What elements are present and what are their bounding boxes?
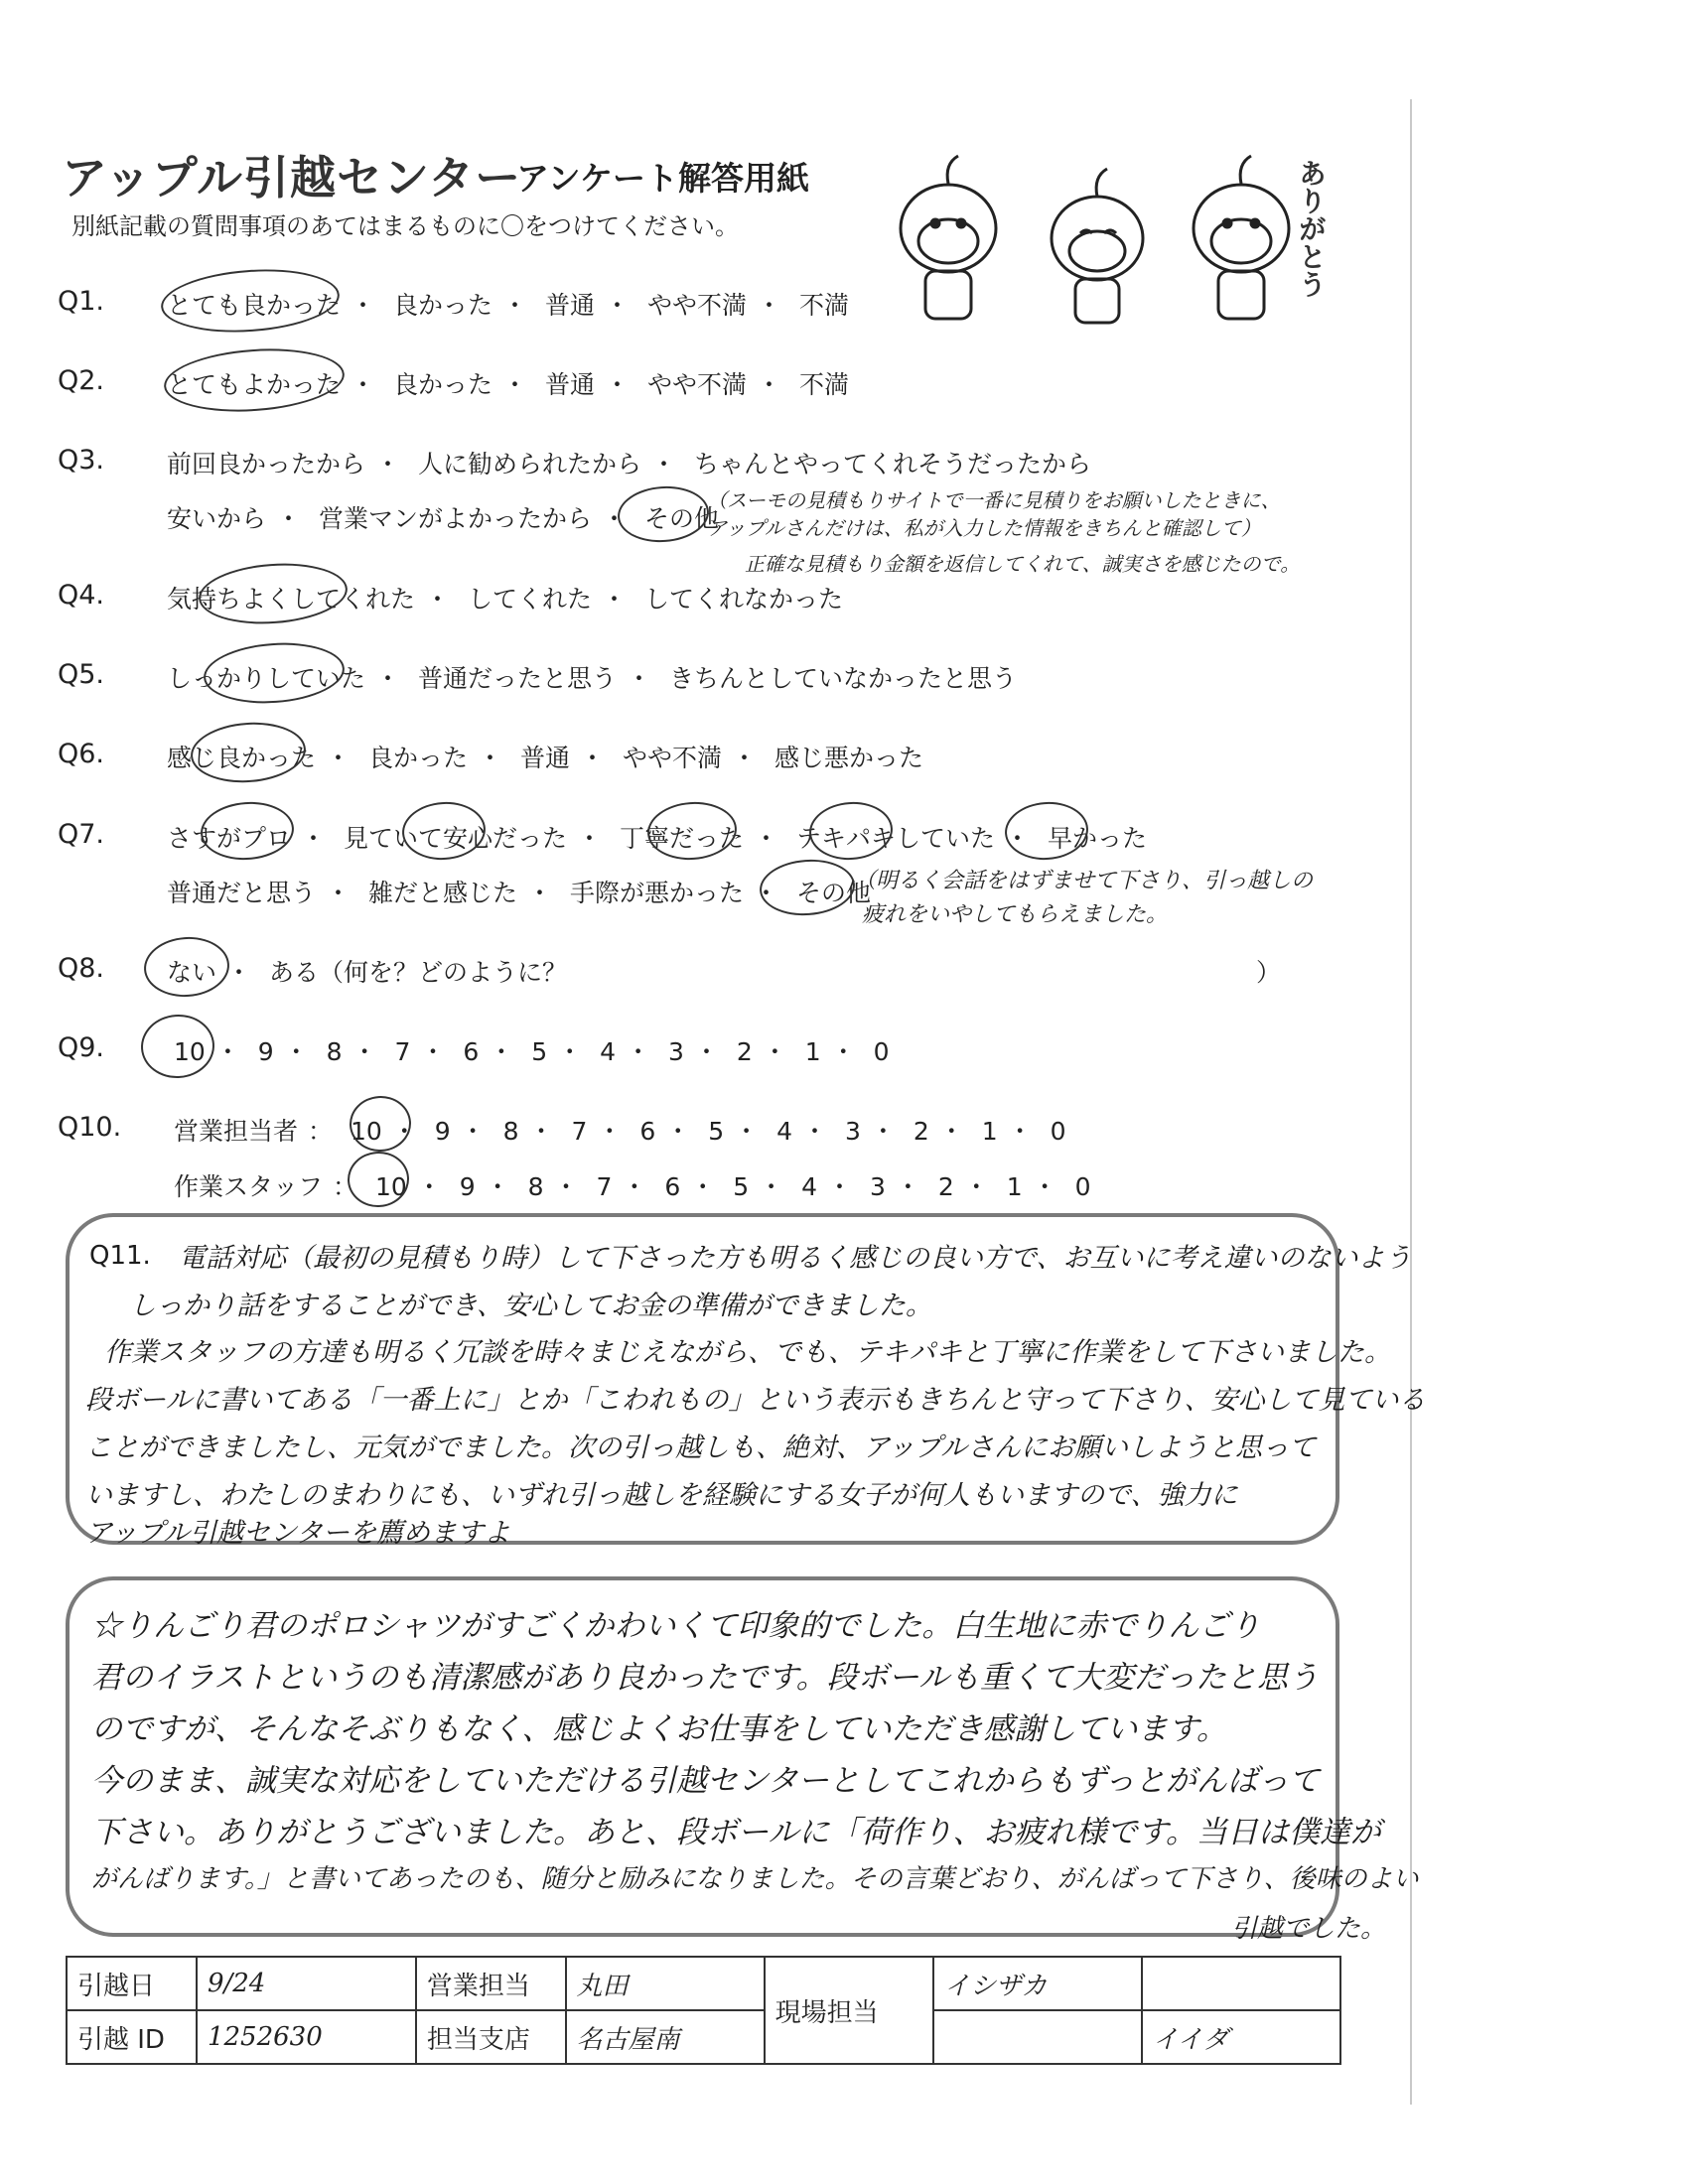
q9-score[interactable]: 4 [600, 1037, 617, 1066]
q1-answer-circle [159, 264, 342, 338]
move-date-label: 引越日 [67, 1957, 197, 2010]
extra-comment-line: 今のまま、誠実な対応をしていただける引越センターとしてこれからもずっとがんばって [91, 1763, 1320, 1799]
q1-option[interactable]: やや不満 [646, 291, 747, 320]
q10-staff-label: 作業スタッフ [174, 1172, 324, 1201]
q9-score[interactable]: 9 [257, 1037, 274, 1066]
q10-score[interactable]: 3 [870, 1172, 886, 1201]
q1-option[interactable]: 不満 [798, 291, 849, 320]
extra-comment-line: 君のイラストというのも清潔感があり良かったです。段ボールも重くて大変だったと思う [91, 1660, 1319, 1696]
q9-score[interactable]: 10 [174, 1037, 206, 1066]
q3-option[interactable]: 安いから [167, 504, 267, 533]
q10-score[interactable]: 10 [374, 1172, 407, 1201]
q3-option[interactable]: 人に勧められたから [417, 450, 641, 478]
extra-comment-line: 下さい。ありがとうございました。あと、段ボールに「荷作り、お疲れ様です。当日は僕達が [91, 1815, 1381, 1850]
q9-label: Q9. [58, 1032, 105, 1063]
q1-option[interactable]: 良かった [392, 291, 492, 320]
q6-label: Q6. [58, 739, 105, 769]
q8-answer-circle [142, 934, 231, 1000]
q9-score[interactable]: 0 [873, 1037, 890, 1066]
q6-options: 感じ良かった ・ 良かった ・ 普通 ・ やや不満 ・ 感じ悪かった [167, 744, 923, 772]
q3-comment-line: （スーモの見積もりサイトで一番に見積りをお願いしたときに、 [707, 488, 1281, 512]
q10-score[interactable]: 10 [350, 1117, 382, 1146]
q6-option[interactable]: 良かった [367, 744, 468, 772]
q3-option[interactable]: その他 [643, 504, 719, 533]
q7-comment-line: 疲れをいやしてもらえました。 [862, 902, 1169, 927]
q10-score[interactable]: 4 [801, 1172, 818, 1201]
q8-option-some[interactable]: ある（何を？どのように？ [268, 958, 567, 987]
q6-option[interactable]: 普通 [519, 744, 570, 772]
q10-score[interactable]: 2 [913, 1117, 929, 1146]
q2-option[interactable]: 普通 [544, 370, 595, 399]
q6-option[interactable]: 感じ良かった [167, 744, 317, 772]
q11-line: ことができましたし、元気がでました。次の引っ越しも、絶対、アップルさんにお願いしようと思って [85, 1433, 1317, 1463]
q11-line: しっかり話をすることができ、安心してお金の準備ができました。 [129, 1291, 932, 1321]
extra-comment-line: ☆りんごり君のポロシャツがすごくかわいくて印象的でした。白生地に赤でりんごり [91, 1608, 1261, 1644]
q10-sales-label: 営業担当者 [174, 1117, 299, 1146]
q5-option[interactable]: きちんとしていなかったと思う [668, 664, 1017, 693]
branch-label: 担当支店 [416, 2010, 566, 2064]
q3-options-line1: 前回良かったから ・ 人に勧められたから ・ ちゃんとやってくれそうだったから [167, 450, 1091, 478]
q10-score[interactable]: 6 [664, 1172, 681, 1201]
q9-scale: 10 ・ 9 ・ 8 ・ 7 ・ 6 ・ 5 ・ 4 ・ 3 ・ 2 ・ 1 ・ 0 [174, 1037, 890, 1066]
q7-option[interactable]: さすがプロ [167, 824, 292, 853]
q3-option[interactable]: 営業マンがよかったから [318, 504, 592, 533]
q10-score[interactable]: 7 [571, 1117, 588, 1146]
move-date-value: 9/24 [197, 1957, 416, 2010]
q1-options: とても良かった ・ 良かった ・ 普通 ・ やや不満 ・ 不満 [167, 291, 849, 320]
monkey-2 [1052, 169, 1143, 323]
q11-line: いますし、わたしのまわりにも、いずれ引っ越しを経験にする女子が何人もいますので、強力に [85, 1480, 1238, 1511]
q11-line: 電話対応（最初の見積もり時）して下さった方も明るく感じの良い方で、お互いに考え違いのないよう [179, 1243, 1412, 1274]
q4-option[interactable]: してくれた [467, 585, 592, 614]
q10-sales-row: 営業担当者 ： 10 ・ 9 ・ 8 ・ 7 ・ 6 ・ 5 ・ 4 ・ 3 ・ 2 ・ 1 ・ 0 [174, 1117, 1066, 1146]
q11-line: 段ボールに書いてある「一番上に」とか「こわれもの」という表示もきちんと守って下さり、安心して見ている [85, 1385, 1426, 1416]
q10-label: Q10. [58, 1112, 122, 1143]
q8-options: ない ・ ある（何を？どのように？ [167, 958, 567, 987]
q10-score[interactable]: 1 [981, 1117, 998, 1146]
site-staff-label: 現場担当 [765, 1957, 933, 2064]
q10-score[interactable]: 1 [1006, 1172, 1023, 1201]
q7-option[interactable]: テキパキしていた [795, 824, 995, 853]
paper-edge [1410, 99, 1412, 2105]
q3-answer-circle [616, 483, 711, 545]
q5-option[interactable]: しっかりしていた [167, 664, 366, 693]
q10-score[interactable]: 8 [527, 1172, 544, 1201]
move-info-table [66, 1956, 1341, 2065]
q6-option[interactable]: 感じ悪かった [774, 744, 923, 772]
q10-score[interactable]: 0 [1050, 1117, 1066, 1146]
q5-options: しっかりしていた ・ 普通だったと思う ・ きちんとしていなかったと思う [167, 664, 1017, 693]
q2-option[interactable]: 不満 [798, 370, 849, 399]
branch-value: 名古屋南 [566, 2010, 765, 2064]
q7-options-line2: 普通だと思う ・ 雑だと感じた ・ 手際が悪かった ・ その他 [167, 879, 871, 907]
site-staff-2: イイダ [1142, 2010, 1340, 2064]
q1-option[interactable]: とても良かった [167, 291, 342, 320]
q10-score[interactable]: 4 [776, 1117, 793, 1146]
q7-option[interactable]: 早かった [1047, 824, 1147, 853]
monkey-1 [901, 156, 996, 319]
q9-score[interactable]: 5 [531, 1037, 548, 1066]
q7-option[interactable]: 雑だと感じた [367, 879, 517, 907]
q6-answer-circle [189, 719, 308, 786]
monkey-3 [1194, 156, 1289, 319]
q9-score[interactable]: 1 [804, 1037, 821, 1066]
q9-score[interactable]: 6 [463, 1037, 480, 1066]
q4-option[interactable]: してくれなかった [643, 585, 843, 614]
instruction-text: 別紙記載の質問事項のあてはまるものに〇をつけてください。 [71, 212, 739, 240]
q9-score[interactable]: 2 [736, 1037, 753, 1066]
q9-score[interactable]: 7 [394, 1037, 411, 1066]
q2-option[interactable]: とてもよかった [167, 370, 342, 399]
q7-option[interactable]: 丁寧だった [619, 824, 744, 853]
q10-score[interactable]: 2 [937, 1172, 954, 1201]
q11-line: アップル引越センターを薦めますよ [85, 1518, 510, 1549]
q3-label: Q3. [58, 445, 105, 476]
q2-option[interactable]: やや不満 [646, 370, 747, 399]
q4-label: Q4. [58, 580, 105, 611]
q7-option[interactable]: その他 [795, 879, 871, 907]
site-staff-empty-1 [1142, 1957, 1340, 2010]
q4-options: 気持ちよくしてくれた ・ してくれた ・ してくれなかった [167, 585, 843, 614]
q5-label: Q5. [58, 659, 105, 690]
q10-staff-row: 作業スタッフ ： 10 ・ 9 ・ 8 ・ 7 ・ 6 ・ 5 ・ 4 ・ 3 ・ 2 ・ 1 ・ 0 [174, 1172, 1091, 1201]
mascot-caption: ありがとう [1295, 159, 1328, 298]
q3-comment-line: アップルさんだけは、私が入力した情報をきちんと確認して） [707, 516, 1261, 540]
form-title: アンケート解答用紙 [516, 159, 810, 198]
q7-options-line1: さすがプロ ・ 見ていて安心だった ・ 丁寧だった ・ テキパキしていた ・ 早かった [167, 824, 1147, 853]
q10-score[interactable]: 8 [502, 1117, 519, 1146]
q10-score[interactable]: 6 [639, 1117, 656, 1146]
q3-option[interactable]: ちゃんとやってくれそうだったから [693, 450, 1091, 478]
q7-label: Q7. [58, 819, 105, 850]
q10-score[interactable]: 0 [1074, 1172, 1091, 1201]
move-id-label: 引越 ID [67, 2010, 197, 2064]
move-id-value: 1252630 [197, 2010, 416, 2064]
site-staff-empty-2 [933, 2010, 1142, 2064]
q3-comment-line: 正確な見積もり金額を返信してくれて、誠実さを感じたので。 [745, 552, 1301, 576]
q4-option[interactable]: 気持ちよくしてくれた [167, 585, 416, 614]
q5-answer-circle [202, 638, 347, 708]
q7-option[interactable]: 普通だと思う [167, 879, 317, 907]
q3-option[interactable]: 前回良かったから [167, 450, 366, 478]
q3-options-line2: 安いから ・ 営業マンがよかったから ・ その他 [167, 504, 719, 533]
q5-option[interactable]: 普通だったと思う [417, 664, 617, 693]
q10-score[interactable]: 5 [708, 1117, 725, 1146]
q11-label: Q11. [89, 1241, 151, 1271]
q2-answer-circle [162, 343, 347, 418]
sales-label: 営業担当 [416, 1957, 566, 2010]
q4-answer-circle [197, 559, 350, 628]
q8-option-none[interactable]: ない [167, 958, 217, 987]
q10-score[interactable]: 9 [459, 1172, 476, 1201]
q1-option[interactable]: 普通 [544, 291, 595, 320]
q8-close-paren: ） [1256, 958, 1282, 987]
q8-label: Q8. [58, 953, 105, 984]
q2-label: Q2. [58, 365, 105, 396]
q2-option[interactable]: 良かった [392, 370, 492, 399]
q9-score[interactable]: 8 [326, 1037, 343, 1066]
q10-score[interactable]: 9 [434, 1117, 451, 1146]
q9-answer-circle [139, 1012, 216, 1080]
q6-option[interactable]: やや不満 [622, 744, 722, 772]
company-title: アップル引越センター [62, 151, 522, 205]
site-staff-1: イシザカ [933, 1957, 1142, 2010]
q10-score[interactable]: 3 [845, 1117, 861, 1146]
mascot-monkeys-illustration [874, 144, 1340, 333]
q7-comment-line: （明るく会話をはずませて下さり、引っ越しの [854, 869, 1314, 893]
q10-score[interactable]: 7 [596, 1172, 613, 1201]
extra-comment-line: 引越でした。 [1231, 1914, 1387, 1944]
q11-line: 作業スタッフの方達も明るく冗談を時々まじえながら、でも、テキパキと丁寧に作業をして下さいました。 [104, 1337, 1391, 1368]
extra-comment-line: がんばります。」と書いてあったのも、随分と励みになりました。その言葉どおり、がんばって下さり、後味のよい [91, 1864, 1419, 1894]
q9-score[interactable]: 3 [668, 1037, 684, 1066]
q7-option[interactable]: 手際が悪かった [569, 879, 744, 907]
q10-score[interactable]: 5 [733, 1172, 750, 1201]
q1-label: Q1. [58, 286, 105, 317]
extra-comment-line: のですが、そんなそぶりもなく、感じよくお仕事をしていただき感謝しています。 [91, 1711, 1227, 1747]
q2-options: とてもよかった ・ 良かった ・ 普通 ・ やや不満 ・ 不満 [167, 370, 849, 399]
sales-value: 丸田 [566, 1957, 765, 2010]
q7-option[interactable]: 見ていて安心だった [343, 824, 567, 853]
